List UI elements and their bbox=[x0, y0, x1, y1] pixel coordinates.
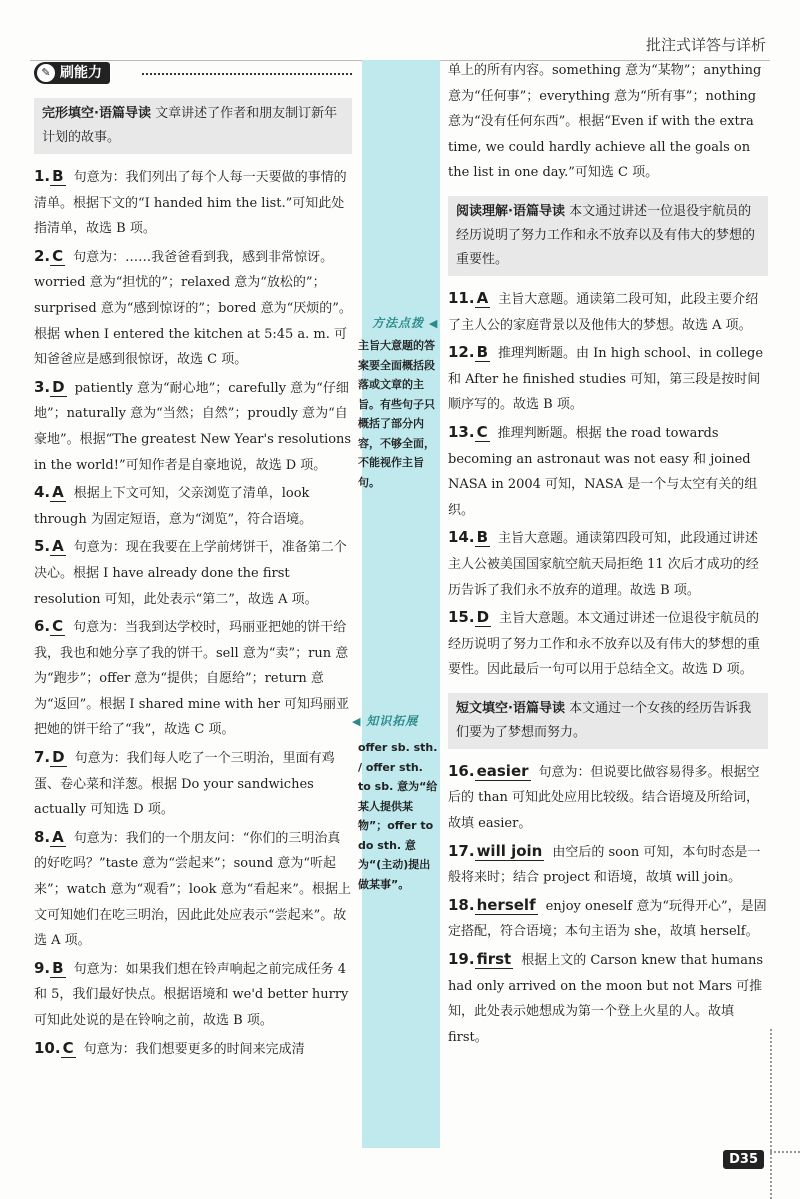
answer-item bbox=[34, 375, 352, 478]
item-answer: first bbox=[476, 950, 512, 969]
answer-item bbox=[34, 956, 352, 1034]
item-explanation: patiently 意为“耐心地”；carefully 意为“仔细地”；naturally 意为“当然；自然”；proudly 意为“自豪地”。根据“The greatest New Year's resolutions in the world!”可知作者是自豪地说，故选 D 项。 bbox=[34, 380, 352, 473]
item-answer: will join bbox=[476, 841, 543, 860]
arrow-right-icon: ◀ bbox=[424, 317, 439, 330]
item-answer: B bbox=[52, 958, 64, 977]
cloze-guide bbox=[34, 98, 352, 154]
item-explanation: 主旨大意题。通读第四段可知，此段通过讲述主人公被美国国家航空航天局拒绝 11 次后才成功的经历告诉了我们永不放弃的道理。故选 B 项。 bbox=[448, 531, 759, 598]
item-explanation: 由空后的 soon 可知，本句时态是一般将来时；结合 project 和语境，故填 will join。 bbox=[448, 844, 761, 886]
pen-icon: ✎ bbox=[37, 64, 55, 82]
item-explanation: 句意为：我们想要更多的时间来完成清 bbox=[83, 1041, 305, 1057]
continuation-text: 单上的所有内容。something 意为“某物”；anything 意为“任何事”；everything 意为“所有事”；nothing 意为“没有任何东西”。根据“Even if with the extra time, we could hardly achieve all the goals on the list in one day.”可知选 C 项。 bbox=[448, 63, 762, 181]
item-explanation: 句意为：我们每人吃了一个三明治，里面有鸡蛋、卷心菜和洋葱。根据 Do your sandwiches actually 可知选 D 项。 bbox=[34, 751, 335, 818]
item-number: 18. bbox=[448, 895, 475, 914]
dotted-rule bbox=[142, 73, 352, 75]
arrow-left-icon: ◀ bbox=[352, 715, 367, 728]
item-number: 17. bbox=[448, 841, 475, 860]
answer-item bbox=[448, 286, 768, 338]
answer-item bbox=[448, 525, 768, 603]
answer-item bbox=[34, 164, 352, 242]
item-answer: C bbox=[476, 422, 488, 441]
item-answer: D bbox=[476, 608, 490, 627]
item-number: 1. bbox=[34, 167, 51, 185]
answer-item bbox=[34, 825, 352, 954]
gapfill-guide bbox=[448, 693, 768, 749]
answer-item bbox=[448, 893, 768, 945]
item-number: 3. bbox=[34, 377, 51, 396]
answer-item bbox=[448, 947, 768, 1050]
corner-dotted-rule bbox=[770, 1151, 800, 1153]
item-explanation: 句意为：当我到达学校时，玛丽亚把她的饼干给我，我也和她分享了我的饼干。sell 意为“卖”；run 意为“跑步”；offer 意为“提供；自愿给”；return 意为“返回”。根据 I shared mine with her 可知玛丽亚把她的饼干给了“我”，故选 C 项。 bbox=[34, 620, 349, 738]
item-number: 14. bbox=[448, 528, 475, 547]
guide-label: 阅读理解·语篇导读 bbox=[456, 203, 565, 219]
item-number: 12. bbox=[448, 343, 475, 362]
answer-item bbox=[448, 420, 768, 523]
item-answer: C bbox=[62, 1038, 74, 1057]
item-number: 16. bbox=[448, 761, 475, 780]
section-badge bbox=[34, 62, 110, 84]
item-explanation: 句意为：但说要比做容易得多。根据空后的 than 可知此处应用比较级。结合语境及所给词，故填 easier。 bbox=[448, 764, 760, 832]
item-answer: A bbox=[476, 288, 489, 307]
item-number: 4. bbox=[34, 483, 51, 502]
margin-notes-column bbox=[362, 60, 440, 1148]
answer-item bbox=[34, 745, 352, 823]
item-answer: A bbox=[52, 537, 64, 556]
item-number: 13. bbox=[448, 422, 475, 441]
guide-label: 完形填空·语篇导读 bbox=[42, 106, 151, 121]
knowledge-note-body: offer sb. sth. / offer sth. to sb. 意为“给某人提供某物”；offer to do sth. 意为“(主动)提出做某事”。 bbox=[358, 741, 438, 891]
guide-text: 文章讲述了作者和朋友制订新年计划的故事。 bbox=[42, 106, 338, 145]
item-explanation: 句意为：如果我们想在铃声响起之前完成任务 4 和 5，我们最好快点。根据语境和 we'd better hurry 可知此处说的是在铃响之前，故选 B 项。 bbox=[34, 961, 349, 1028]
item-number: 9. bbox=[34, 958, 51, 977]
answer-item bbox=[34, 1036, 352, 1063]
item-explanation: 推理判断题。由 In high school、in college 和 After he finished studies 可知，第三段是按时间顺序写的。故选 B 项。 bbox=[448, 346, 764, 413]
item-explanation: enjoy oneself 意为“玩得开心”，是固定搭配，符合语境；本句主语为 she，故填 herself。 bbox=[448, 898, 767, 940]
header-title: 批注式详答与详析 bbox=[645, 36, 766, 54]
item-explanation: 主旨大意题。通读第二段可知，此段主要介绍了主人公的家庭背景以及他伟大的梦想。故选 A 项。 bbox=[448, 291, 759, 333]
item-number: 10. bbox=[34, 1038, 61, 1057]
method-note-body: 主旨大意题的答案要全面概括段落或文章的主旨。有些句子只概括了部分内容，不够全面，不能视作主旨句。 bbox=[358, 339, 435, 489]
item-answer: A bbox=[52, 827, 64, 846]
margin-note-title bbox=[352, 712, 418, 729]
answer-item bbox=[448, 839, 768, 891]
right-column bbox=[448, 58, 768, 1052]
answer-item bbox=[448, 340, 768, 418]
item-answer: C bbox=[52, 617, 64, 636]
method-note-title: 方法点拨 bbox=[372, 316, 425, 330]
section-badge-label: 刷能力 bbox=[60, 65, 102, 81]
item-explanation: 句意为：现在我要在上学前烤饼干，准备第二个决心。根据 I have already done the first resolution 可知，此处表示“第二”，故选 A 项。 bbox=[34, 540, 347, 607]
item-number: 6. bbox=[34, 617, 51, 636]
guide-text: 本文通过一个女孩的经历告诉我们要为了梦想而努力。 bbox=[456, 700, 752, 740]
item-answer: easier bbox=[476, 761, 529, 780]
item-answer: D bbox=[52, 377, 65, 396]
item-number: 8. bbox=[34, 827, 51, 846]
answer-item bbox=[448, 759, 768, 837]
answer-item bbox=[34, 244, 352, 373]
reading-guide bbox=[448, 196, 768, 276]
item-explanation: 句意为：……我爸爸看到我，感到非常惊讶。worried 意为“担忧的”；relaxed 意为“放松的”；surprised 意为“感到惊讶的”；bored 意为“厌烦的”。根据 when I entered the kitchen at 5:45 a. m. 可知爸爸应是感到很惊讶，故选 C 项。 bbox=[34, 249, 352, 368]
item-explanation: 根据上文的 Carson knew that humans had only arrived on the moon but not Mars 可推知，此处表示她想成为第一个登上火星的人。故填 first。 bbox=[448, 953, 764, 1045]
item-answer: A bbox=[52, 483, 64, 502]
item-answer: B bbox=[52, 167, 64, 185]
guide-text: 本文通过讲述一位退役宇航员的经历说明了努力工作和永不放弃以及有伟大的梦想的重要性。 bbox=[456, 203, 756, 267]
guide-label: 短文填空·语篇导读 bbox=[456, 700, 565, 716]
item-answer: B bbox=[476, 528, 489, 547]
knowledge-note-title: 知识拓展 bbox=[366, 714, 419, 728]
answer-item bbox=[34, 614, 352, 743]
item-explanation: 主旨大意题。本文通过讲述一位退役宇航员的经历说明了努力工作和永不放弃以及有伟大的梦想的重要性。因此最后一句可以用于总结全文。故选 D 项。 bbox=[448, 611, 761, 678]
item-number: 11. bbox=[448, 288, 475, 307]
item-explanation: 推理判断题。根据 the road towards becoming an astronaut was not easy 和 joined NASA in 2004 可知，NASA 是一个与太空有关的组织。 bbox=[448, 425, 758, 518]
item-number: 19. bbox=[448, 950, 475, 969]
item-explanation: 根据上下文可知，父亲浏览了清单，look through 为固定短语，意为“浏览”，符合语境。 bbox=[34, 486, 313, 527]
answer-item bbox=[34, 480, 352, 532]
item-number: 15. bbox=[448, 608, 475, 627]
answer-item bbox=[448, 605, 768, 683]
corner-dotted-border bbox=[770, 1029, 792, 1199]
item-answer: C bbox=[52, 246, 64, 265]
item-answer: D bbox=[52, 748, 65, 767]
page-number: D35 bbox=[723, 1150, 764, 1169]
item-explanation: 句意为：我们的一个朋友问：“你们的三明治真的好吃吗？”taste 意为“尝起来”；sound 意为“听起来”；watch 意为“观看”；look 意为“看起来”。根据上文可知她们在吃三明治，因此此处应表示“尝起来”。故选 A 项。 bbox=[34, 830, 351, 949]
section-heading bbox=[34, 62, 352, 86]
item-number: 5. bbox=[34, 537, 51, 556]
item-answer: herself bbox=[476, 895, 536, 914]
item-number: 7. bbox=[34, 748, 51, 767]
margin-note-title bbox=[372, 314, 438, 331]
item-answer: B bbox=[476, 343, 489, 362]
item-explanation: 句意为：我们列出了每个人每一天要做的事情的清单。根据下文的“I handed him the list.”可知此处指清单，故选 B 项。 bbox=[34, 170, 347, 237]
answer-item bbox=[34, 534, 352, 612]
left-column bbox=[34, 98, 352, 1064]
item-number: 2. bbox=[34, 246, 51, 265]
